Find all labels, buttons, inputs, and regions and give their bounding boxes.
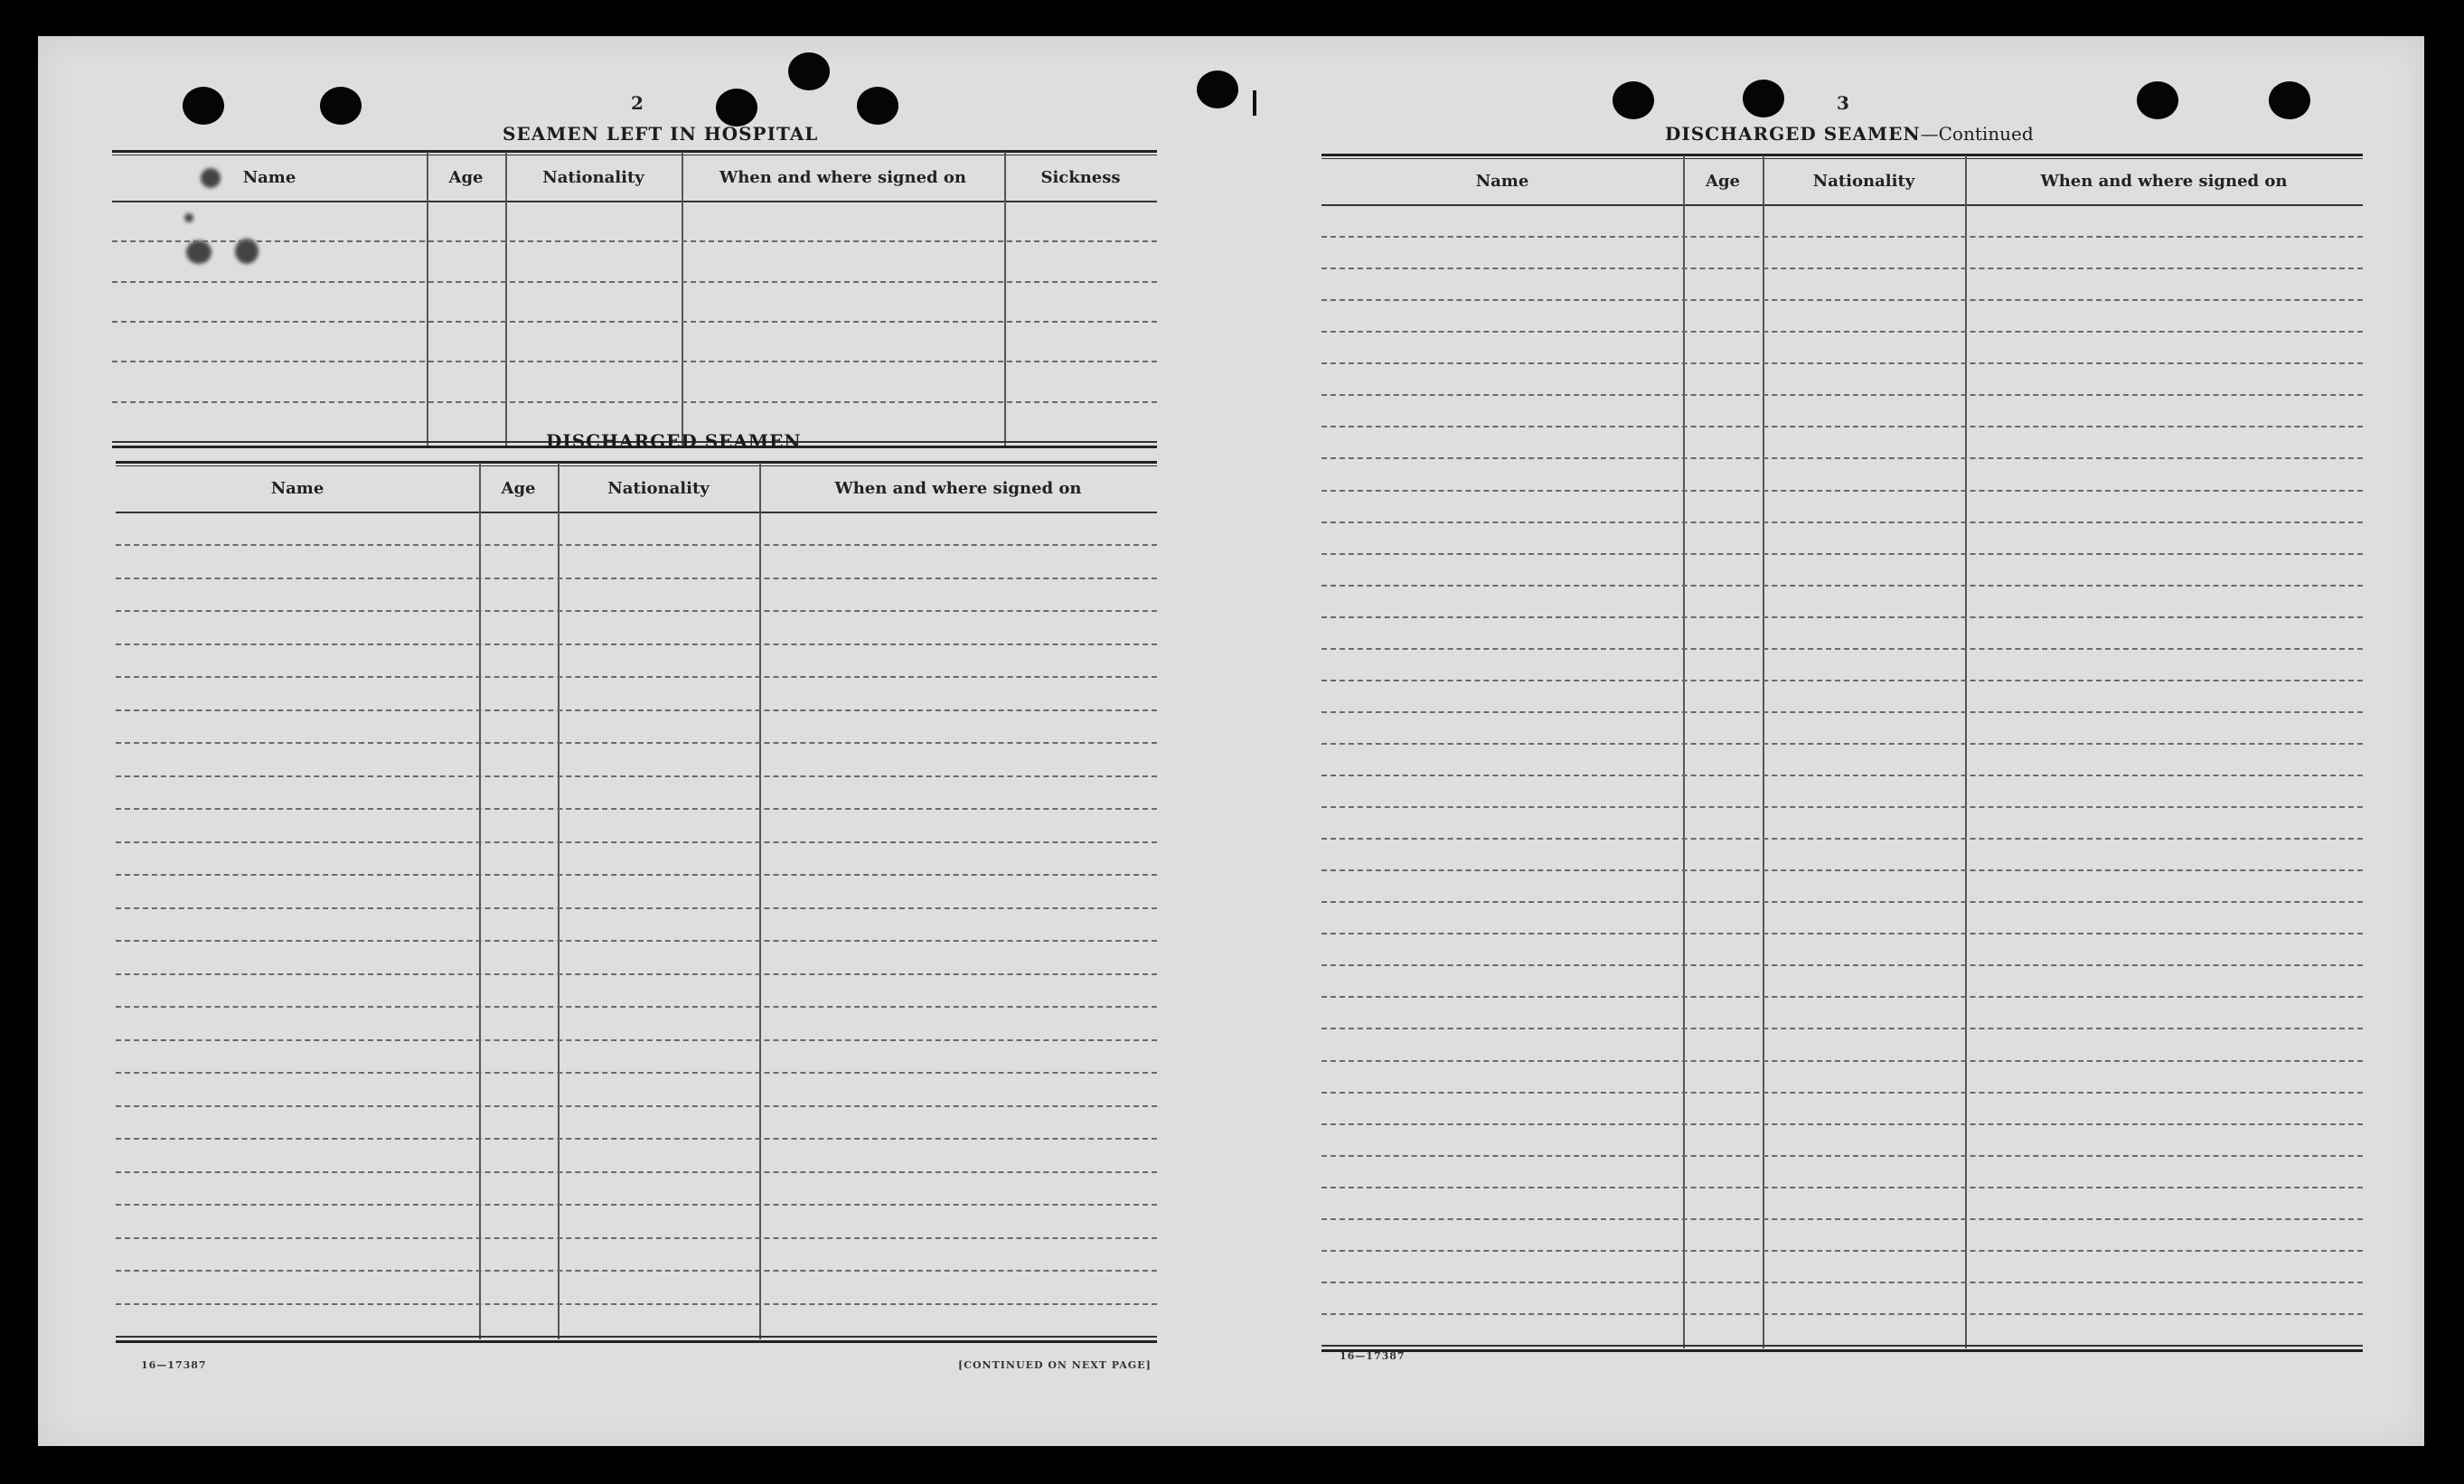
title-text: DISCHARGED SEAMEN xyxy=(1665,123,1921,145)
table-row-line xyxy=(1321,1187,2363,1188)
table-row-line xyxy=(1321,1060,2363,1062)
center-fold-mark xyxy=(1253,90,1256,116)
table-row-line xyxy=(1321,236,2363,238)
table-row-line xyxy=(1321,1282,2363,1283)
table-row-line xyxy=(112,281,1157,283)
table-row-line xyxy=(1321,680,2363,681)
page-number: 3 xyxy=(1837,92,1849,114)
table-row-line xyxy=(116,940,1157,942)
table-row-line xyxy=(1321,490,2363,492)
punch-hole xyxy=(1197,70,1238,108)
hospital-table-header xyxy=(112,157,1157,197)
table-row-line xyxy=(1321,1028,2363,1029)
table-row-line xyxy=(112,240,1157,242)
table-row-line xyxy=(1321,648,2363,650)
table-row-line xyxy=(116,1171,1157,1173)
table-row-line xyxy=(116,775,1157,777)
table-row-line xyxy=(116,1072,1157,1074)
table-row-line xyxy=(1321,299,2363,301)
table-row-line xyxy=(1321,1218,2363,1220)
form-number: 16—17387 xyxy=(141,1359,207,1371)
column-header: Sickness xyxy=(1040,167,1121,187)
table-row-line xyxy=(116,1270,1157,1272)
table-row-line xyxy=(116,841,1157,843)
table-row-line xyxy=(1321,1155,2363,1157)
discharged-table-right xyxy=(1321,154,2363,1385)
continued-note: [CONTINUED ON NEXT PAGE] xyxy=(958,1359,1152,1371)
table-row-line xyxy=(1321,901,2363,903)
column-header: Age xyxy=(1705,171,1740,191)
table-row-line xyxy=(1321,1092,2363,1094)
table-row-line xyxy=(1321,331,2363,333)
punch-hole xyxy=(1613,81,1654,119)
discharged-table-left xyxy=(116,461,1157,1395)
table-row-line xyxy=(1321,362,2363,364)
table-row-line xyxy=(1321,711,2363,713)
table-row-line xyxy=(116,610,1157,612)
discharged-table-header xyxy=(116,468,1157,508)
table-row-line xyxy=(1321,521,2363,523)
column-header: Age xyxy=(501,478,536,498)
table-row-line xyxy=(1321,1313,2363,1315)
table-row-line xyxy=(1321,426,2363,427)
column-header: Nationality xyxy=(542,167,644,187)
table-row-line xyxy=(116,907,1157,909)
table-row-line xyxy=(116,544,1157,546)
table-row-line xyxy=(116,808,1157,810)
discharged-table-header xyxy=(1321,161,2363,201)
column-header: Nationality xyxy=(607,478,710,498)
table-row-line xyxy=(1321,933,2363,935)
punch-hole xyxy=(320,87,362,125)
table-row-line xyxy=(1321,1123,2363,1125)
punch-hole xyxy=(716,89,757,127)
table-row-line xyxy=(112,401,1157,403)
table-row-line xyxy=(1321,964,2363,966)
form-number: 16—17387 xyxy=(1340,1350,1406,1362)
column-header: Name xyxy=(1475,171,1529,191)
punch-hole xyxy=(857,87,898,125)
table-row-line xyxy=(1321,838,2363,840)
table-row-line xyxy=(112,361,1157,362)
table-row-line xyxy=(1321,743,2363,745)
table-row-line xyxy=(1321,268,2363,269)
hospital-table xyxy=(112,150,1157,450)
table-row-line xyxy=(112,321,1157,323)
title-suffix: —Continued xyxy=(1920,123,2034,145)
table-row-line xyxy=(1321,775,2363,776)
punch-hole xyxy=(2137,81,2178,119)
discharged-section-title: DISCHARGED SEAMEN xyxy=(546,430,802,452)
table-row-line xyxy=(116,1039,1157,1041)
table-row-line xyxy=(116,973,1157,975)
table-row-line xyxy=(1321,996,2363,998)
column-header: Nationality xyxy=(1812,171,1915,191)
table-row-line xyxy=(116,578,1157,579)
punch-hole xyxy=(1743,80,1784,117)
table-row-line xyxy=(1321,1250,2363,1252)
table-row-line xyxy=(1321,585,2363,587)
table-row-line xyxy=(1321,869,2363,871)
punch-hole xyxy=(2269,81,2310,119)
table-row-line xyxy=(1321,553,2363,555)
document-sheet xyxy=(38,36,2424,1446)
table-row-line xyxy=(116,874,1157,876)
table-row-line xyxy=(1321,457,2363,459)
table-row-line xyxy=(116,742,1157,744)
table-row-line xyxy=(116,1204,1157,1206)
table-row-line xyxy=(116,1105,1157,1107)
table-row-line xyxy=(116,1237,1157,1239)
column-header: When and where signed on xyxy=(834,478,1082,498)
column-header: When and where signed on xyxy=(719,167,966,187)
table-row-line xyxy=(1321,806,2363,808)
column-header: Name xyxy=(270,478,324,498)
page-number: 2 xyxy=(631,92,644,114)
table-row-line xyxy=(1321,616,2363,618)
column-header: Name xyxy=(242,167,296,187)
column-header: Age xyxy=(448,167,484,187)
table-row-line xyxy=(116,643,1157,645)
column-header: When and where signed on xyxy=(2040,171,2288,191)
punch-hole xyxy=(788,52,830,90)
punch-hole xyxy=(183,87,224,125)
discharged-continued-title xyxy=(1665,123,2034,145)
table-row-line xyxy=(116,1138,1157,1140)
hospital-section-title: SEAMEN LEFT IN HOSPITAL xyxy=(503,123,819,145)
table-row-line xyxy=(116,1006,1157,1008)
table-row-line xyxy=(1321,394,2363,396)
table-row-line xyxy=(116,709,1157,711)
table-row-line xyxy=(116,676,1157,678)
table-row-line xyxy=(116,1303,1157,1305)
